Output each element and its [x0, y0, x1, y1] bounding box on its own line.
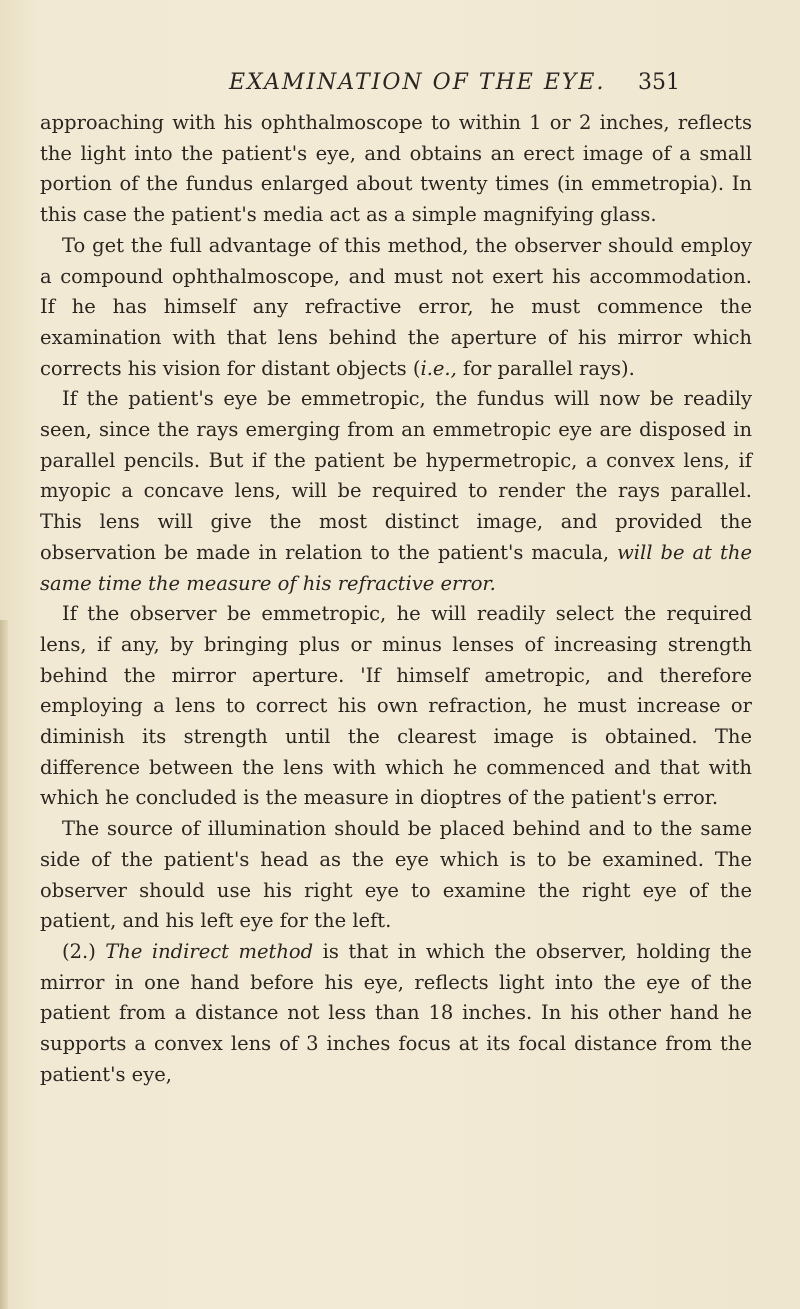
text-run: for parallel rays). [456, 356, 635, 380]
paragraph [40, 599, 752, 814]
text-run: The source of illumination should be placed behind and to the same side of the patient's head as the eye which is to be examined. The observer should use his right eye to examine the right eye of the patient, and his left eye for the left. [40, 817, 752, 933]
italic-text: The indirect method [105, 939, 314, 963]
text-run: If the observer be emmetropic, he will readily select the required lens, if any, by bringing plus or minus lenses of increasing strength behind the mirror aperture. 'If himself ametropic, and therefore employing a lens to correct his own refraction, he must increase or diminish its strength until the clearest image is obtained. The difference between the lens with which he commenced and that with which he concluded is the measure in dioptres of the patient's error. [40, 602, 752, 810]
text-run: is that in which the observer, holding the mirror in one hand before his eye, reflects light into the eye of the patient from a distance not less than 18 inches. In his other hand he supports a convex lens of 3 inches focus at its focal distance from the patient's eye, [40, 939, 752, 1086]
text-run: approaching with his ophthalmoscope to within 1 or 2 inches, reflects the light into the patient's eye, and obtains an erect image of a small portion of the fundus enlarged about twenty times (in emmetropia). In this case the patient's media act as a simple magnifying glass. [40, 111, 752, 227]
paragraph [40, 814, 752, 937]
text-run: If the patient's eye be emmetropic, the fundus will now be readily seen, since the rays emerging from an emmetropic eye are disposed in parallel pencils. But if the patient be hypermetropic, a convex lens, if myopic a concave lens, will be required to render the rays parallel. This lens will give the most distinct image, and provided the observation be made in relation to the patient's macula, [40, 387, 752, 564]
paragraph [40, 937, 752, 1091]
text-run: To get the full advantage of this method, the observer should employ a compound ophthalmoscope, and must not exert his accommodation. If he has himself any refractive error, he must commence the examination with that lens behind the aperture of his mirror which corrects his vision for distant objects ( [40, 233, 752, 380]
page-number: 351 [638, 70, 680, 95]
paragraph [40, 108, 752, 231]
text-run: (2.) [62, 939, 106, 963]
paragraph [40, 231, 752, 385]
paragraph [40, 384, 752, 599]
italic-text: i.e., [420, 356, 457, 380]
page-gutter-shadow [0, 620, 8, 1309]
italic-text: will be at the same time the measure of his refractive error. [40, 540, 752, 595]
body-text [40, 108, 752, 1091]
running-head: EXAMINATION OF THE EYE. [229, 70, 606, 95]
